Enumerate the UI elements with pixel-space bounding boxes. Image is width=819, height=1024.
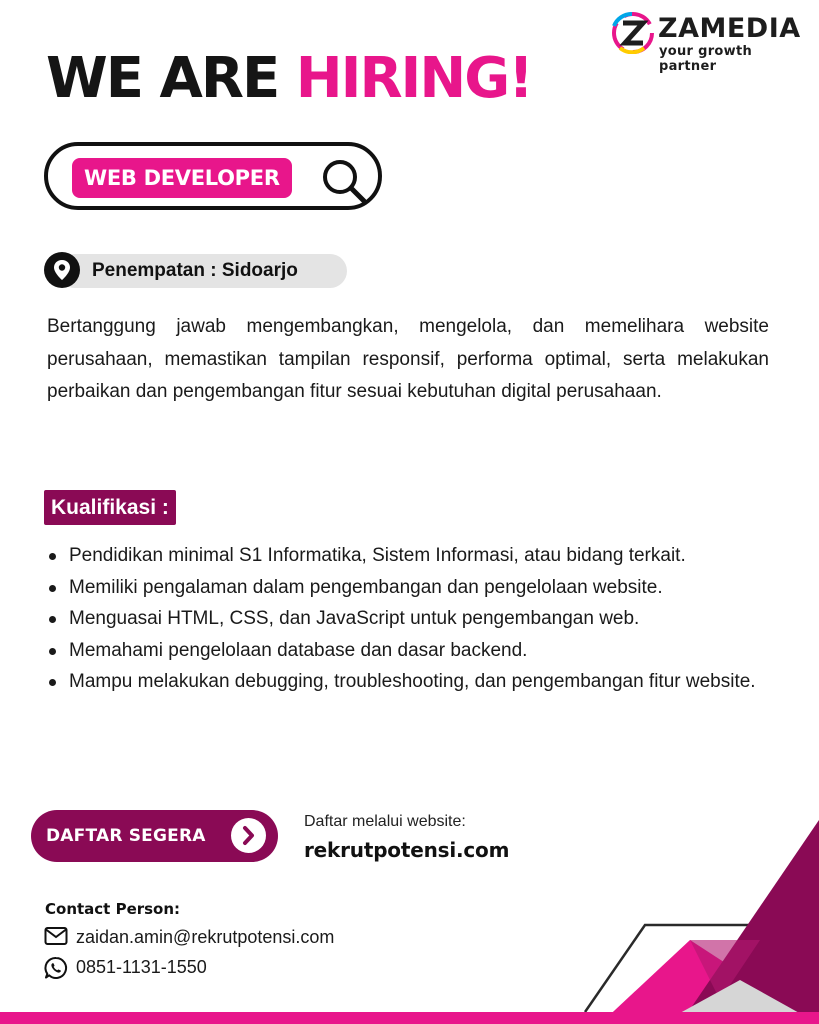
whatsapp-icon (44, 956, 68, 980)
contact-phone: 0851-1131-1550 (76, 957, 207, 977)
mail-icon (44, 926, 68, 946)
brand-name: ZAMEDIA (658, 13, 801, 44)
position-search-bar (44, 142, 382, 210)
qualifications-list (46, 540, 786, 698)
search-icon (320, 158, 370, 204)
contact-email: zaidan.amin@rekrutpotensi.com (76, 927, 335, 947)
headline-part-2: HIRING! (295, 46, 532, 111)
list-item: Memahami pengelolaan database dan dasar backend. (46, 635, 786, 667)
job-description: Bertanggung jawab mengembangkan, mengelola, dan memelihara website perusahaan, memastikan tampilan responsif, performa optimal, serta melakukan perbaikan dan pengembangan fitur sesuai kebutuhan digital perusahaan. (47, 316, 769, 402)
website-intro: Daftar melalui website: (304, 813, 466, 830)
contact-email-row[interactable] (44, 924, 374, 950)
list-item: Mampu melakukan debugging, troubleshooting, dan pengembangan fitur website. (46, 666, 786, 698)
contact-phone-row[interactable] (44, 954, 224, 980)
location-pin-icon (44, 252, 80, 288)
website-link[interactable]: rekrutpotensi.com (304, 838, 510, 862)
chevron-right-icon (231, 818, 266, 853)
company-logo (612, 12, 812, 74)
placement-text: Penempatan : Sidoarjo (92, 260, 298, 281)
list-item: Memiliki pengalaman dalam pengembangan dan pengelolaan website. (46, 572, 786, 604)
contact-title: Contact Person: (45, 900, 181, 918)
apply-now-button[interactable] (31, 810, 278, 862)
headline-part-1: WE ARE (46, 46, 279, 111)
position-title: WEB DEVELOPER (72, 158, 292, 198)
list-item: Pendidikan minimal S1 Informatika, Sistem Informasi, atau bidang terkait. (46, 540, 786, 572)
apply-button-label: DAFTAR SEGERA (46, 826, 206, 846)
brand-tagline: your growth partner (659, 44, 753, 74)
qualifications-heading: Kualifikasi : (44, 490, 176, 525)
zamedia-logo-icon (612, 12, 654, 54)
page-title (46, 44, 532, 114)
placement-badge (44, 252, 347, 288)
list-item: Menguasai HTML, CSS, dan JavaScript untuk pengembangan web. (46, 603, 786, 635)
